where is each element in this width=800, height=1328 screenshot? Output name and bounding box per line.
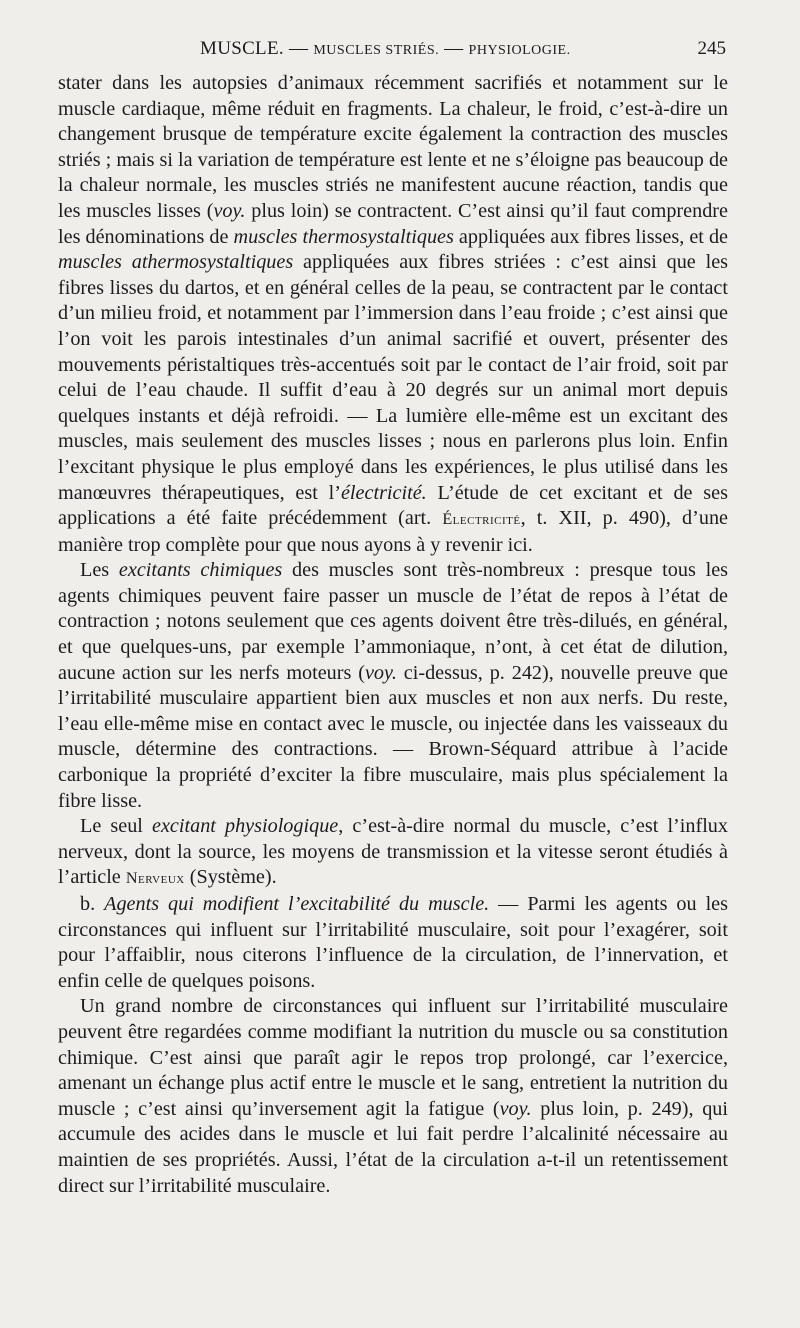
term-thermosystaltiques: muscles thermosystaltiques xyxy=(233,225,454,248)
paragraph-chemical: Les excitants chimiques des muscles sont très-nombreux : presque tous les agents chimiques peuvent faire passer un muscle de l’état de repos à l’état de contraction ; notons seulement que ces agents doivent être très-dilués, en général, et que quelques-uns, par exemple l’ammoniaque, n’ont, à cet état de dilution, aucune action sur les nerfs moteurs (voy. ci-dessus, p. 242), nouvelle preuve que l’irritabilité musculaire appartient bien aux muscles et non aux nerfs. Du reste, l’eau elle-même mise en contact avec le muscle, ou injectée dans les vaisseaux du muscle, détermine des contractions. — Brown-Séquard attribue à l’acide carbonique la propriété d’exciter la fibre musculaire, mais plus spécialement la fibre lisse. xyxy=(58,559,729,812)
cross-ref-electricite: Électricité xyxy=(442,511,521,529)
section-heading: Agents qui modifient l’excitabilité du muscle. xyxy=(104,893,490,915)
paragraph-heat-cold: stater dans les autopsies d’animaux récemment sacrifiés et notamment sur le muscle cardiaque, même réduit en fragments. La chaleur, le froid, c’est-à-dire un changement brusque de température excite également la contraction des muscles striés ; mais si la variation de température est lente et ne s’éloigne pas beaucoup de la chaleur normale, les muscles striés ne manifestent aucune réaction, tandis que les muscles lisses (voy. plus loin) se contractent. C’est ainsi qu’il faut comprendre les dénominations de muscles thermosystaltiques appliquées aux fibres lisses, et de muscles athermosystaltiques appliquées aux fibres striées : c’est ainsi que les fibres lisses du dartos, et en général celles de la peau, se contractent par le contact d’un milieu froid, et notamment par l’immersion dans l’eau froide ; c’est ainsi que l’on voit les parois intestinales d’un animal sacrifié et ouvert, présenter des mouvements péristaltiques très-accentués soit par le contact de l’air froid, soit par celui de l’eau chaude. Il suffit d’eau à 20 degrés sur un animal mort depuis quelques instants et déjà refroidi. — La lumière elle-même est un excitant des muscles, mais seulement des muscles lisses ; nous en parlerons plus loin. Enfin l’excitant physique le plus employé dans les expériences, le plus utilisé dans les manœuvres thérapeutiques, est l’électricité. L’étude de cet excitant et de ses applications a été faite précédemment (art. Électricité, t. XII, p. 490), d’une manière trop complète pour que nous ayons à y revenir ici. xyxy=(58,72,729,556)
paragraph-circumstances: Un grand nombre de circonstances qui influent sur l’irritabilité musculaire peuvent être regardées comme modifiant la nutrition du muscle ou sa constitution chimique. C’est ainsi que paraît agir le repos trop prolongé, car l’exercice, amenant un échange plus actif entre le muscle et le sang, entretient la nutrition du muscle ; c’est ainsi qu’inversement agit la fatigue (voy. plus loin, p. 249), qui accumule des acides dans le muscle et lui fait perdre l’alcalinité nécessaire au maintien de ses propriétés. Aussi, l’état de la circulation a-t-il un retentissement direct sur l’irritabilité musculaire. xyxy=(58,995,728,1197)
term-athermosystaltiques: muscles athermosystaltiques xyxy=(58,251,294,274)
section-label: b. xyxy=(80,893,96,915)
body-text xyxy=(58,71,728,1199)
term-electricite: électricité. xyxy=(340,481,427,504)
header-section: MUSCLES STRIÉS. xyxy=(313,43,440,58)
page-number: 245 xyxy=(697,38,726,59)
header-subsection: PHYSIOLOGIE. xyxy=(468,43,571,58)
running-header xyxy=(60,38,726,68)
term-excitants-chimiques: excitants chimiques xyxy=(118,559,283,582)
paragraph-physiological: Le seul excitant physiologique, c’est-à-dire normal du muscle, c’est l’influx nerveux, dont la source, les moyens de transmission et la vitesse seront étudiés à l’article Nerveux (Système). xyxy=(58,815,728,889)
header-title: MUSCLE. — MUSCLES STRIÉS. — PHYSIOLOGIE. xyxy=(200,38,571,59)
term-excitant-physiologique: excitant physiologique xyxy=(152,815,339,838)
paragraph-agents: b. Agents qui modifient l’excitabilité du muscle. — Parmi les agents ou les circonstances qui influent sur l’irritabilité musculaire, soit pour l’exagérer, soit pour l’affaiblir, nous citerons l’influence de la circulation, de l’innervation, et enfin celle de quelques poisons. xyxy=(58,893,728,992)
cross-ref-nerveux: Nerveux xyxy=(125,870,185,888)
header-chapter: MUSCLE. xyxy=(200,38,284,59)
